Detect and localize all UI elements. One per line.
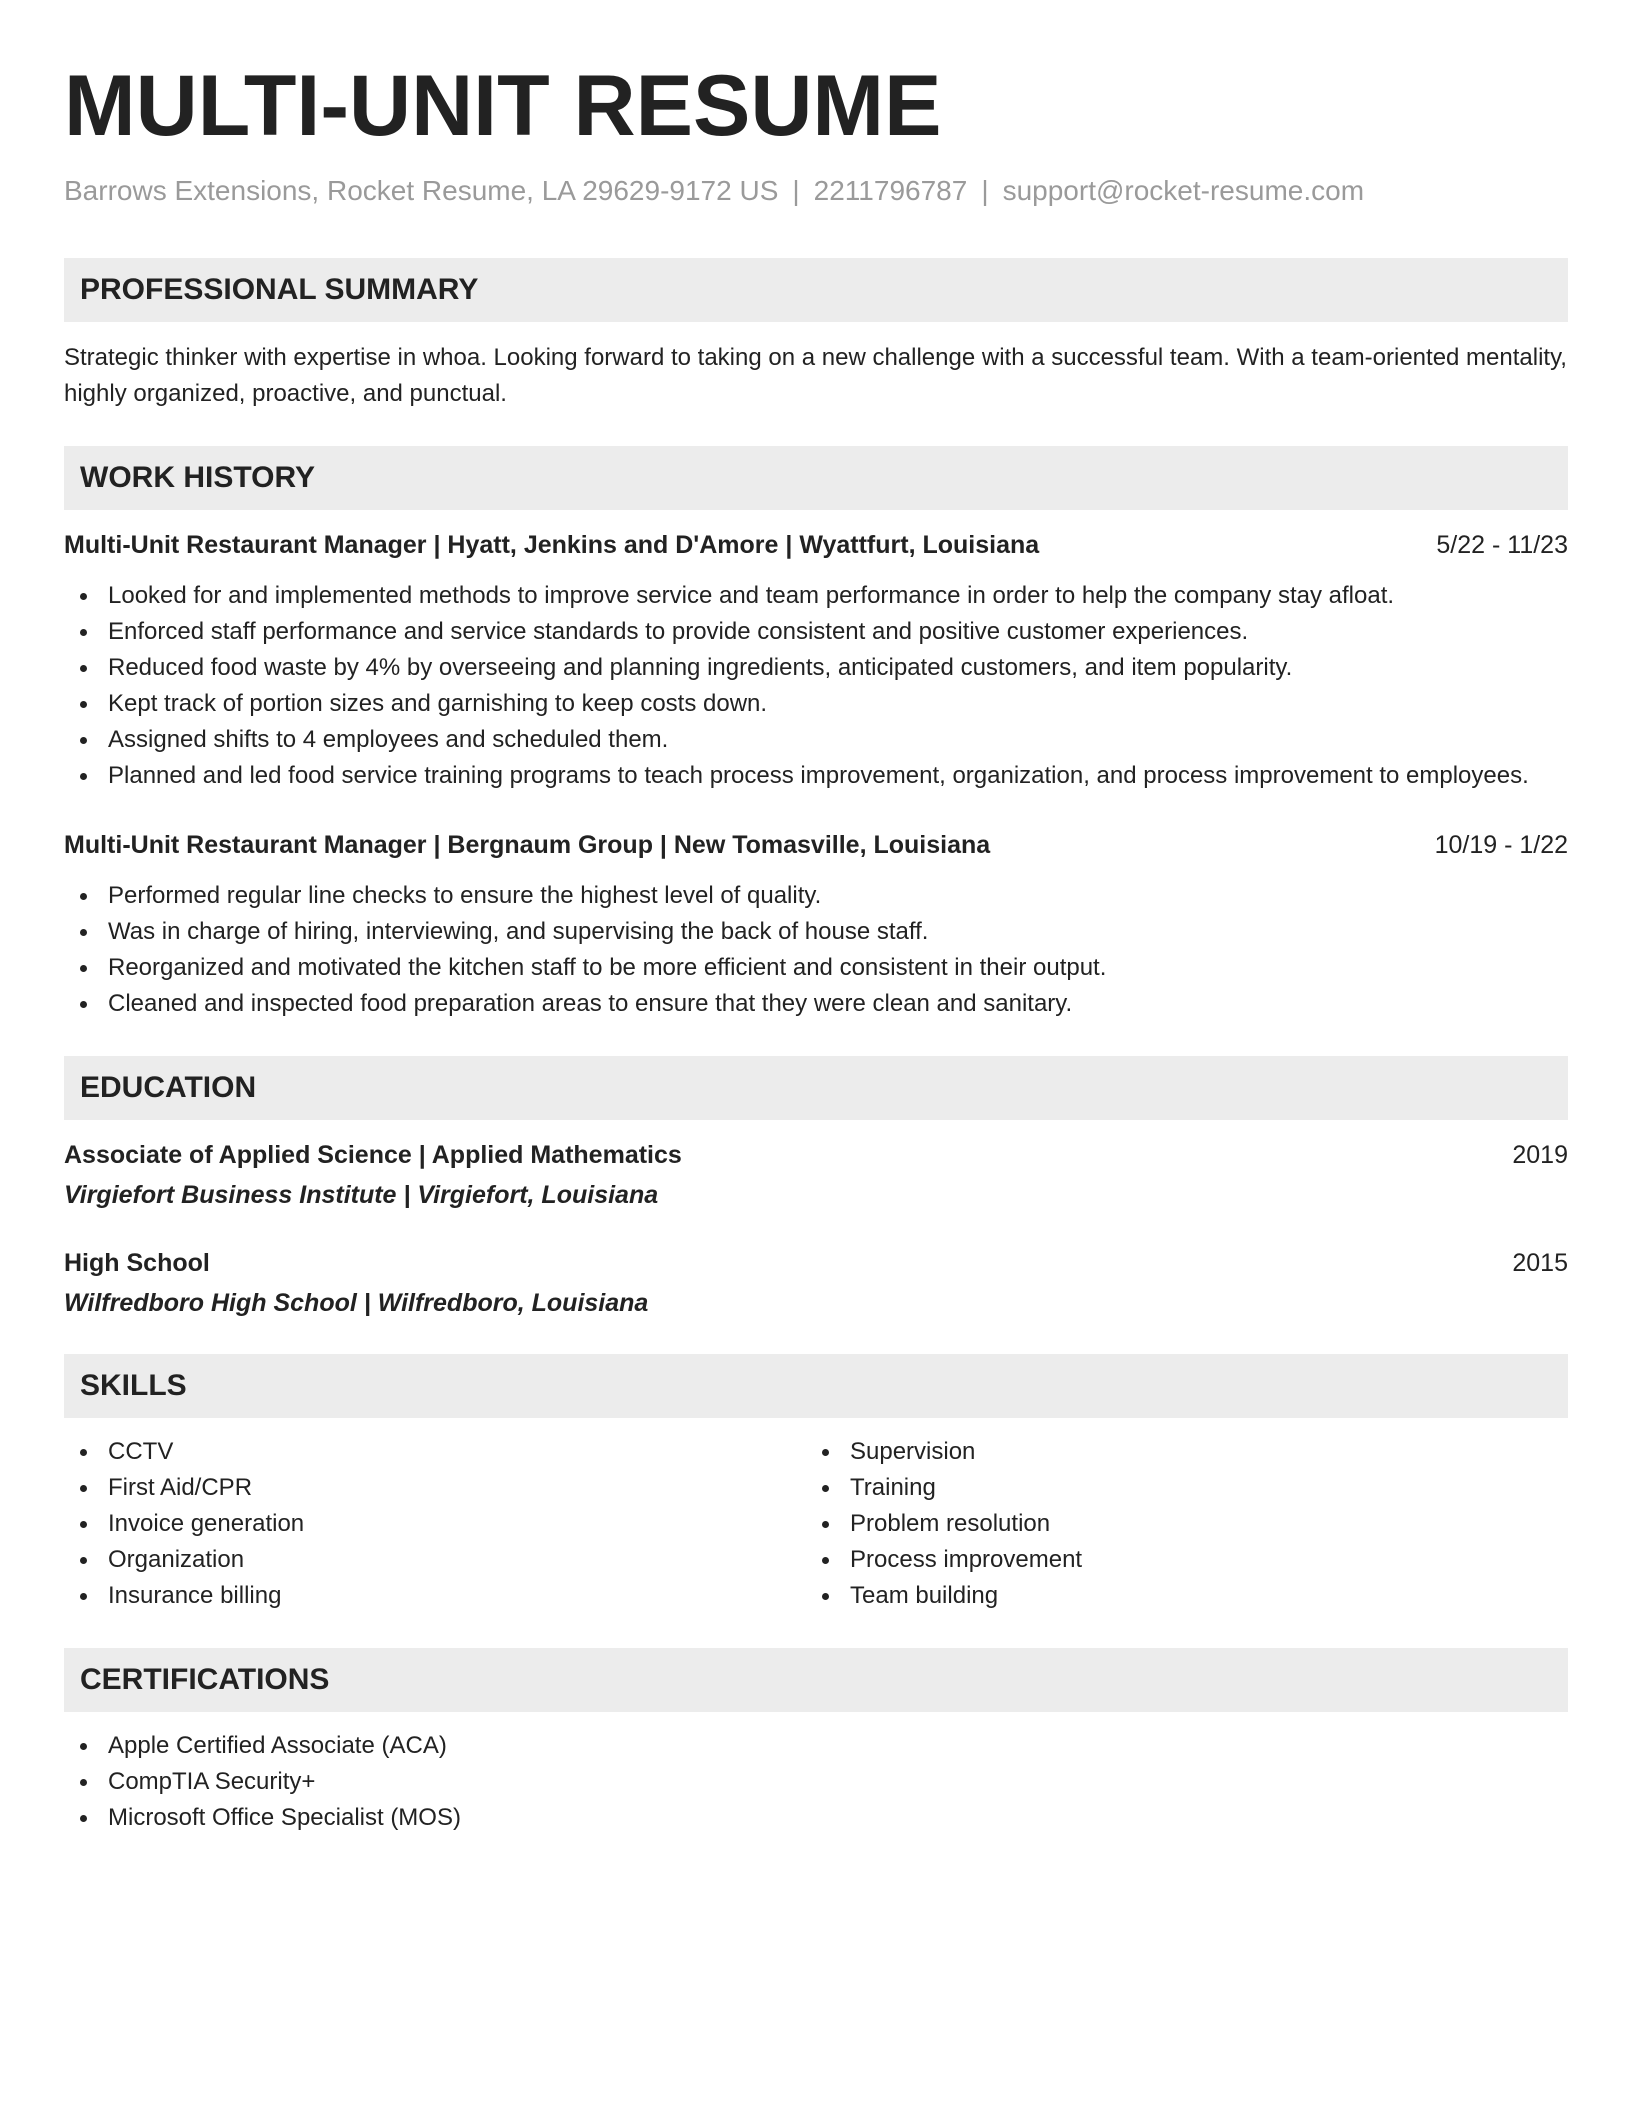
- job-bullet-list: [64, 878, 1568, 1022]
- skill-item: Problem resolution: [806, 1506, 1548, 1542]
- skill-item: Supervision: [806, 1434, 1548, 1470]
- education-degree: High School: [64, 1249, 210, 1277]
- section-heading-skills: SKILLS: [64, 1354, 1568, 1418]
- skill-item: Invoice generation: [64, 1506, 806, 1542]
- contact-separator: |: [981, 175, 989, 206]
- education-entry: [64, 1246, 1568, 1320]
- job-bullet: Kept track of portion sizes and garnishing to keep costs down.: [64, 686, 1568, 722]
- certification-item: Apple Certified Associate (ACA): [64, 1728, 1568, 1764]
- certifications-list: [64, 1728, 1568, 1836]
- skill-item: Process improvement: [806, 1542, 1548, 1578]
- job-bullet: Enforced staff performance and service standards to provide consistent and positive customer experiences.: [64, 614, 1568, 650]
- job-bullet: Reorganized and motivated the kitchen staff to be more efficient and consistent in their output.: [64, 950, 1568, 986]
- certification-item: Microsoft Office Specialist (MOS): [64, 1800, 1568, 1836]
- job-bullet-list: [64, 578, 1568, 794]
- contact-address: Barrows Extensions, Rocket Resume, LA 29629-9172 US: [64, 175, 779, 206]
- education-year: 2015: [1512, 1249, 1568, 1277]
- job-entry: [64, 528, 1568, 794]
- job-bullet: Assigned shifts to 4 employees and scheduled them.: [64, 722, 1568, 758]
- skills-list: [64, 1434, 806, 1614]
- job-header: [64, 528, 1568, 562]
- job-header: [64, 828, 1568, 862]
- job-bullet: Planned and led food service training programs to teach process improvement, organization, and process improvement to employees.: [64, 758, 1568, 794]
- job-dates: 5/22 - 11/23: [1436, 531, 1568, 559]
- skill-item: Insurance billing: [64, 1578, 806, 1614]
- job-bullet: Performed regular line checks to ensure the highest level of quality.: [64, 878, 1568, 914]
- education-degree: Associate of Applied Science | Applied Mathematics: [64, 1141, 682, 1169]
- education-header: [64, 1138, 1568, 1172]
- skill-item: Organization: [64, 1542, 806, 1578]
- section-heading-education: EDUCATION: [64, 1056, 1568, 1120]
- education-header: [64, 1246, 1568, 1280]
- job-bullet: Looked for and implemented methods to improve service and team performance in order to help the company stay afloat.: [64, 578, 1568, 614]
- contact-phone: 2211796787: [813, 175, 968, 206]
- job-bullet: Cleaned and inspected food preparation areas to ensure that they were clean and sanitary.: [64, 986, 1568, 1022]
- skill-item: CCTV: [64, 1434, 806, 1470]
- job-bullet: Reduced food waste by 4% by overseeing and planning ingredients, anticipated customers, and item popularity.: [64, 650, 1568, 686]
- job-bullet: Was in charge of hiring, interviewing, and supervising the back of house staff.: [64, 914, 1568, 950]
- contact-line: [64, 174, 1568, 208]
- resume-page: [64, 0, 1568, 1836]
- skills-column-right: [806, 1434, 1548, 1614]
- contact-email: support@rocket-resume.com: [1002, 175, 1365, 206]
- job-title: Multi-Unit Restaurant Manager | Bergnaum Group | New Tomasville, Louisiana: [64, 831, 991, 859]
- skills-columns: [64, 1434, 1568, 1614]
- skill-item: First Aid/CPR: [64, 1470, 806, 1506]
- skills-list: [806, 1434, 1548, 1614]
- job-entry: [64, 828, 1568, 1022]
- summary-text: Strategic thinker with expertise in whoa. Looking forward to taking on a new challenge with a successful team. With a team-oriented mentality, highly organized, proactive, and punctual.: [64, 344, 1567, 407]
- job-title: Multi-Unit Restaurant Manager | Hyatt, Jenkins and D'Amore | Wyattfurt, Louisiana: [64, 531, 1040, 559]
- contact-separator: |: [792, 175, 800, 206]
- skills-column-left: [64, 1434, 806, 1614]
- education-school: Virgiefort Business Institute | Virgiefort, Louisiana: [64, 1181, 659, 1209]
- section-heading-summary: PROFESSIONAL SUMMARY: [64, 258, 1568, 322]
- section-heading-certifications: CERTIFICATIONS: [64, 1648, 1568, 1712]
- skill-item: Training: [806, 1470, 1548, 1506]
- section-heading-work-history: WORK HISTORY: [64, 446, 1568, 510]
- education-school: Wilfredboro High School | Wilfredboro, Louisiana: [64, 1289, 649, 1317]
- education-year: 2019: [1512, 1141, 1568, 1169]
- education-entry: [64, 1138, 1568, 1212]
- resume-title: MULTI-UNIT RESUME: [64, 58, 942, 154]
- job-dates: 10/19 - 1/22: [1434, 831, 1568, 859]
- skill-item: Team building: [806, 1578, 1548, 1614]
- certification-item: CompTIA Security+: [64, 1764, 1568, 1800]
